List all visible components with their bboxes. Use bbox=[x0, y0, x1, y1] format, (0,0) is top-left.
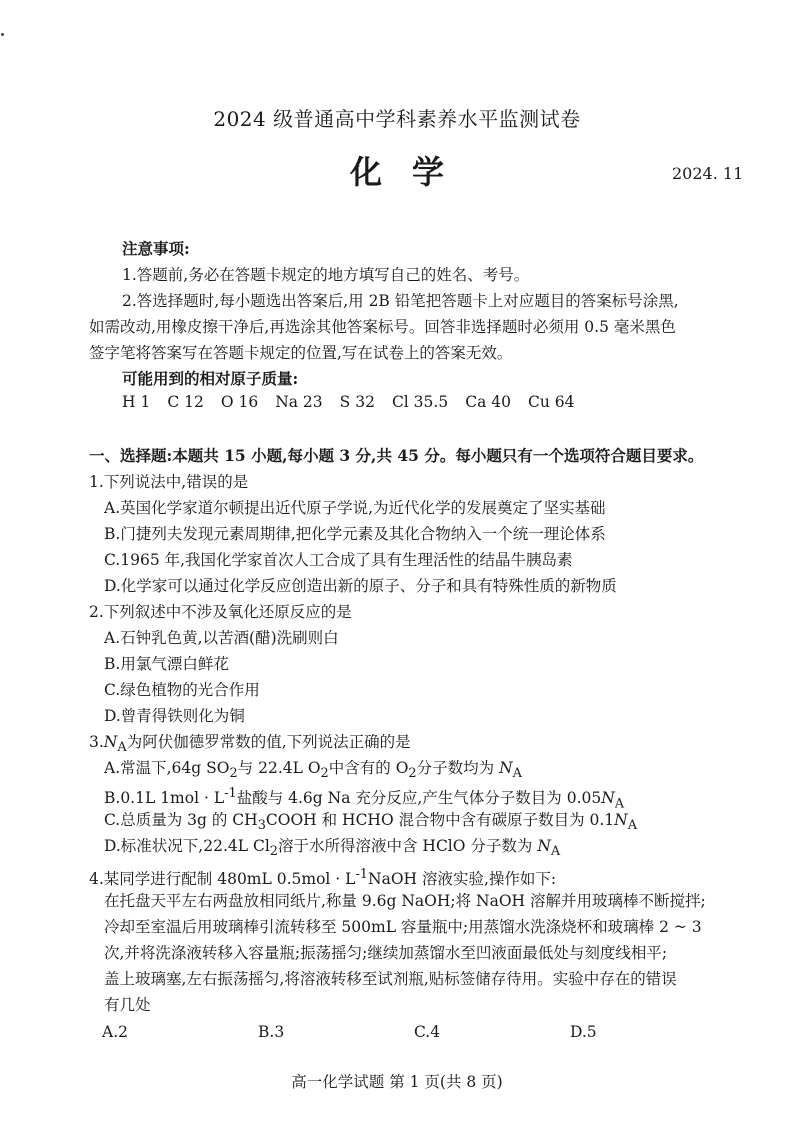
q1-stem: 1.下列说法中,错误的是 bbox=[89, 473, 249, 491]
mass-cu: Cu 64 bbox=[527, 393, 575, 411]
q1-option-d: D.化学家可以通过化学反应创造出新的原子、分子和具有特殊性质的新物质 bbox=[104, 577, 617, 595]
q1-option-b: B.门捷列夫发现元素周期律,把化学元素及其化合物纳入一个统一理论体系 bbox=[104, 525, 606, 543]
scan-mark bbox=[1, 33, 4, 36]
mass-cl: Cl 35.5 bbox=[391, 393, 449, 411]
q4-text-line-3: 次,并将洗涤液转移入容量瓶;振荡摇匀;继续加蒸馏水至凹液面最低处与刻度线相平; bbox=[104, 944, 668, 962]
mass-c: C 12 bbox=[167, 393, 204, 411]
notice-heading: 注意事项: bbox=[122, 239, 190, 258]
q2-stem: 2.下列叙述中不涉及氧化还原反应的是 bbox=[89, 603, 352, 621]
q4-option-c: C.4 bbox=[414, 1023, 441, 1041]
q3-option-a: A.常温下,64g $SO_2$与 22.4L $O_2$中含有的 $O_2$分子数均为 $N_A$ bbox=[104, 759, 522, 782]
q2-option-a: A.石钟乳色黄,以苦酒(醋)洗刷则白 bbox=[104, 629, 339, 647]
masses-heading: 可能用到的相对原子质量: bbox=[122, 369, 299, 388]
q2-option-d: D.曾青得铁则化为铜 bbox=[104, 707, 245, 725]
q2-option-b: B.用氯气漂白鲜花 bbox=[104, 655, 229, 673]
q1-option-c: C.1965 年,我国化学家首次人工合成了具有生理活性的结晶牛胰岛素 bbox=[104, 551, 573, 569]
notice-line-4: 签字笔将答案写在答题卡规定的位置,写在试卷上的答案无效。 bbox=[89, 344, 513, 362]
q3-stem: $3.N_A$为阿伏伽德罗常数的值,下列说法正确的是 bbox=[89, 733, 411, 756]
q4-text-line-2: 冷却至室温后用玻璃棒引流转移至 500mL 容量瓶中;用蒸馏水洗涤烧杯和玻璃棒 2 ~ 3 bbox=[104, 918, 702, 936]
mass-ca: Ca 40 bbox=[465, 393, 511, 411]
q4-option-d: D.5 bbox=[570, 1023, 597, 1041]
notice-line-2: 2.答选择题时,每小题选出答案后,用 2B 铅笔把答题卡上对应题目的答案标号涂黑, bbox=[122, 292, 679, 310]
q4-text-line-5: 有几处 bbox=[104, 996, 151, 1014]
atomic-masses bbox=[122, 393, 591, 411]
notice-line-1: 1.答题前,务必在答题卡规定的地方填写自己的姓名、考号。 bbox=[122, 266, 530, 284]
mass-s: S 32 bbox=[339, 393, 375, 411]
page-footer: 高一化学试题 第 1 页(共 8 页) bbox=[291, 1073, 503, 1091]
q4-text-line-4: 盖上玻璃塞,左右振荡摇匀,将溶液转移至试剂瓶,贴标签储存待用。实验中存在的错误 bbox=[104, 970, 677, 988]
q4-option-a: A.2 bbox=[102, 1023, 128, 1041]
q3-option-d: D.标准状况下,22.4L $Cl_2$溶于水所得溶液中含 HClO 分子数为 $N_A$ bbox=[104, 837, 561, 860]
mass-na: Na 23 bbox=[275, 393, 323, 411]
notice-line-3: 如需改动,用橡皮擦干净后,再选涂其他答案标号。回答非选择题时必须用 0.5 毫米黑色 bbox=[89, 318, 676, 336]
subject-title: 化学 bbox=[349, 153, 474, 191]
section-title: 一、选择题:本题共 15 小题,每小题 3 分,共 45 分。每小题只有一个选项符合题目要求。 bbox=[89, 446, 704, 465]
exam-title: 2024 级普通高中学科素养水平监测试卷 bbox=[213, 107, 581, 131]
mass-h: H 1 bbox=[122, 393, 151, 411]
mass-o: O 16 bbox=[220, 393, 259, 411]
q4-option-b: B.3 bbox=[258, 1023, 285, 1041]
q1-option-a: A.英国化学家道尔顿提出近代原子学说,为近代化学的发展奠定了坚实基础 bbox=[104, 499, 606, 517]
q3-option-b: B.0.1L $1mol \cdot L^{-1}$盐酸与 4.6g Na 充分反应,产生气体分子数目为 $0.05N_A$ bbox=[104, 786, 625, 812]
exam-date: 2024. 11 bbox=[672, 164, 744, 183]
q4-stem: 4.某同学进行配制 480mL $0.5mol \cdot L^{-1}NaOH$ 溶液实验,操作如下: bbox=[89, 867, 557, 889]
q4-text-line-1: 在托盘天平左右两盘放相同纸片,称量 9.6g NaOH;将 NaOH 溶解并用玻璃棒不断搅拌; bbox=[104, 892, 706, 910]
q3-option-c: C.总质量为 3g 的 $CH_3COOH$ 和 HCHO 混合物中含有碳原子数目为 $0.1N_A$ bbox=[104, 811, 638, 834]
q2-option-c: C.绿色植物的光合作用 bbox=[104, 681, 260, 699]
